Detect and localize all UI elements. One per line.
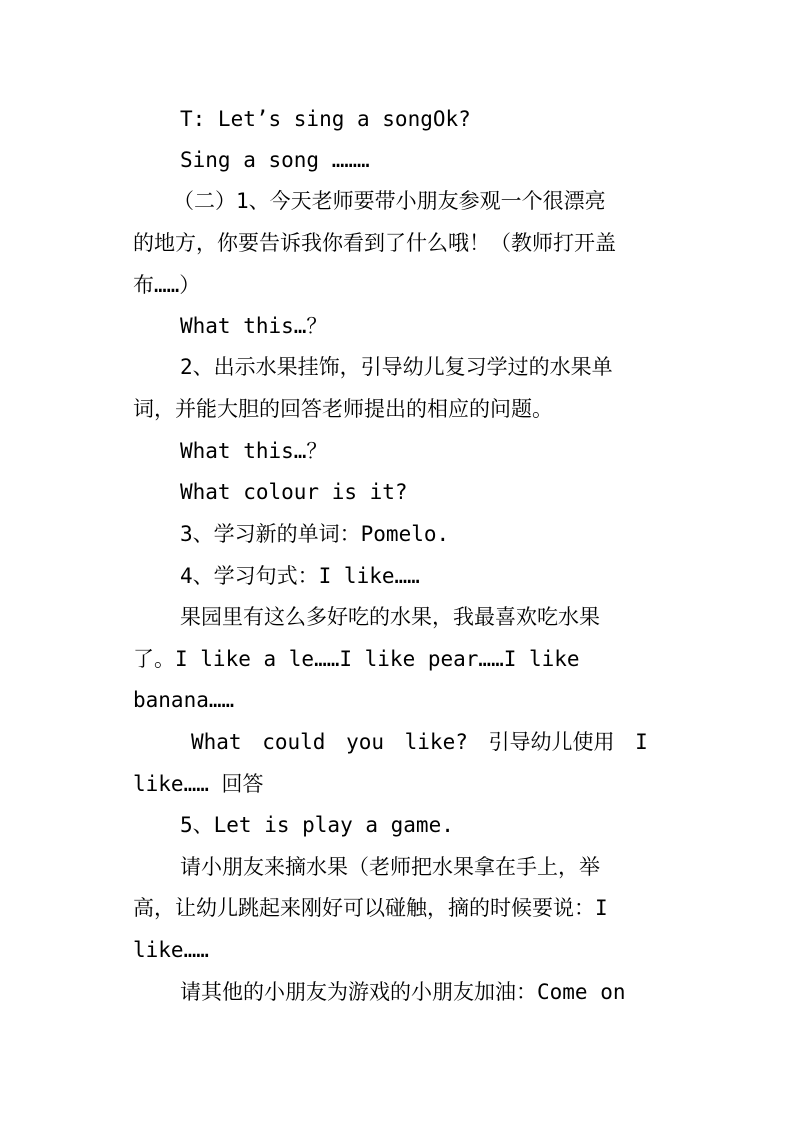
text-line: 2、出示水果挂饰，引导幼儿复习学过的水果单 [180,355,613,379]
text-line: 词，并能大胆的回答老师提出的相应的问题。 [133,397,553,421]
text-line: 的地方，你要告诉我你看到了什么哦！（教师打开盖 [133,231,616,255]
text-line: 5、Let is play a game. [180,813,454,837]
text-line: like…… 回答 [133,772,264,796]
text-line: 请其他的小朋友为游戏的小朋友加油：Come on [180,980,626,1004]
text-line: 4、学习句式：I like…… [180,564,420,588]
text-line: like…… [133,938,209,962]
text-line: 布……） [133,273,201,297]
text-line: T: Let’s sing a songOk? [180,107,471,131]
text-line: What this…？ [180,314,328,338]
text-line: 高，让幼儿跳起来刚好可以碰触，摘的时候要说：I [133,896,608,920]
text-line: What colour is it? [180,480,408,504]
text-line: 果园里有这么多好吃的水果，我最喜欢吃水果 [180,605,600,629]
text-line: （二）1、今天老师要带小朋友参观一个很漂亮 [173,189,606,213]
text-line: Sing a song ……… [180,148,370,172]
text-line: What could you like? 引导幼儿使用 I [191,730,648,754]
text-line: 3、学习新的单词：Pomelo. [180,522,450,546]
text-line: banana…… [133,688,235,712]
text-line: 了。I like a le……I like pear……I like [133,647,580,671]
text-line: 请小朋友来摘水果（老师把水果拿在手上，举 [180,855,600,879]
text-line: What this…？ [180,439,328,463]
